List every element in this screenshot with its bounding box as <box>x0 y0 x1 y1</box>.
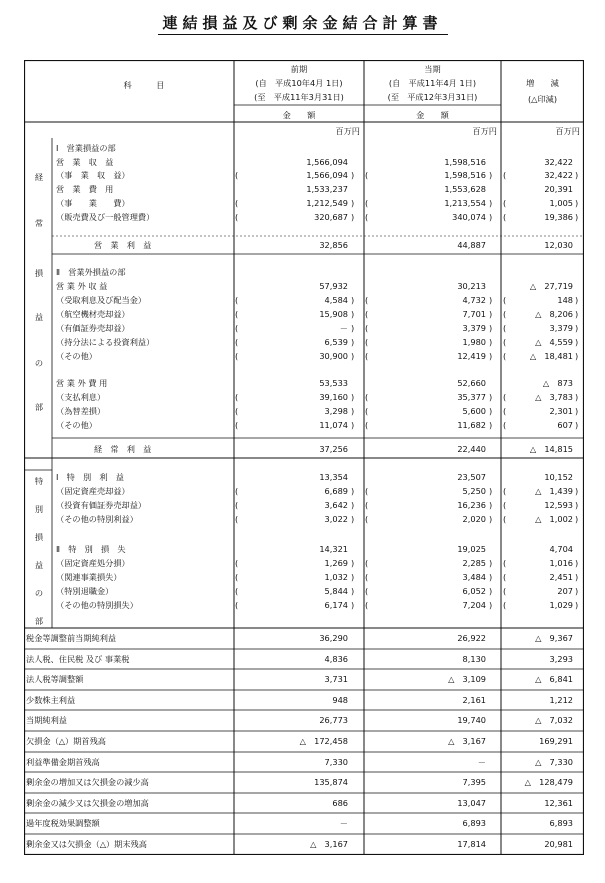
unit-curr: 百万円 <box>472 126 497 136</box>
summary-diff-value: 6,893 <box>549 818 573 828</box>
section-tokubetsu-char: 損 <box>34 532 44 542</box>
header-prev-label: 前期 <box>290 64 308 74</box>
summary-label: 過年度税効果調整額 <box>26 818 100 828</box>
row-curr-value: 19,025 <box>457 544 486 554</box>
row-prev-value: 37,256 <box>319 444 348 454</box>
paren-open: ( <box>503 500 507 510</box>
paren-close: ) <box>575 406 579 416</box>
paren-close: ) <box>351 558 355 568</box>
row-curr-value: 1,213,554 <box>444 198 486 208</box>
row-prev-value: 53,533 <box>319 378 348 388</box>
paren-close: ) <box>489 337 493 347</box>
row-label: （持分法による投資利益） <box>56 337 155 347</box>
row-diff-value: 1,029 <box>549 600 573 610</box>
paren-close: ) <box>575 295 579 305</box>
section-keijo-char: 部 <box>34 402 44 412</box>
paren-close: ) <box>351 406 355 416</box>
row-prev-value: 11,074 <box>319 420 348 430</box>
row-curr-value: 30,213 <box>457 281 486 291</box>
paren-close: ) <box>351 572 355 582</box>
row-diff-value: 4,704 <box>549 544 573 554</box>
row-diff-value: 2,301 <box>549 406 573 416</box>
paren-open: ( <box>365 295 369 305</box>
row-label: （その他） <box>56 420 97 430</box>
paren-open: ( <box>365 170 369 180</box>
paren-close: ) <box>351 337 355 347</box>
paren-close: ) <box>575 572 579 582</box>
unit-prev: 百万円 <box>335 126 360 136</box>
paren-open: ( <box>365 572 369 582</box>
row-diff-value: △ 8,206 <box>535 309 573 319</box>
row-diff-value: 32,422 <box>544 157 573 167</box>
paren-close: ) <box>575 337 579 347</box>
summary-prev-value: △ 172,458 <box>299 736 348 746</box>
paren-close: ) <box>489 500 493 510</box>
paren-close: ) <box>351 295 355 305</box>
paren-open: ( <box>503 558 507 568</box>
summary-diff-value: △ 7,032 <box>535 715 573 725</box>
row-prev-value: 6,539 <box>324 337 348 347</box>
summary-label: 税金等調整前当期純利益 <box>26 633 117 643</box>
row-prev-value: － <box>339 323 348 333</box>
header-diff-label: 増 減 <box>526 78 559 88</box>
summary-curr-value: 19,740 <box>457 715 486 725</box>
row-label: （関連事業損失） <box>56 572 122 582</box>
row-prev-value: 15,908 <box>319 309 348 319</box>
row-curr-value: 22,440 <box>457 444 486 454</box>
paren-open: ( <box>503 337 507 347</box>
header-curr-amount: 金 額 <box>416 110 449 120</box>
paren-open: ( <box>365 198 369 208</box>
section-keijo-char: 常 <box>34 218 44 228</box>
row-label: 営 業 利 益 <box>94 240 152 250</box>
paren-open: ( <box>503 514 507 524</box>
row-prev-value: 30,900 <box>319 351 348 361</box>
summary-curr-value: 26,922 <box>457 633 486 643</box>
paren-open: ( <box>365 309 369 319</box>
row-diff-value: 607 <box>557 420 573 430</box>
unit-diff: 百万円 <box>555 126 580 136</box>
row-label: 営 業 外 収 益 <box>56 281 108 291</box>
paren-open: ( <box>503 586 507 596</box>
paren-close: ) <box>575 558 579 568</box>
paren-close: ) <box>489 392 493 402</box>
summary-diff-value: 169,291 <box>539 736 573 746</box>
section-tokubetsu-char: の <box>34 588 44 598</box>
row-diff-value: 148 <box>557 295 573 305</box>
paren-close: ) <box>489 406 493 416</box>
row-prev-value: 13,354 <box>319 472 348 482</box>
paren-close: ) <box>489 295 493 305</box>
paren-close: ) <box>575 212 579 222</box>
row-label: （有価証券売却益） <box>56 323 130 333</box>
paren-close: ) <box>489 212 493 222</box>
summary-curr-value: 13,047 <box>457 798 486 808</box>
row-label: （事 業 収 益） <box>56 170 130 180</box>
summary-prev-value: 36,290 <box>319 633 348 643</box>
paren-close: ) <box>489 323 493 333</box>
row-curr-value: 44,887 <box>457 240 486 250</box>
row-diff-value: △ 18,481 <box>529 351 573 361</box>
paren-close: ) <box>489 198 493 208</box>
row-curr-value: 340,074 <box>452 212 486 222</box>
paren-open: ( <box>235 351 239 361</box>
summary-prev-value: － <box>339 818 348 828</box>
row-label: （事 業 費） <box>56 198 130 208</box>
paren-close: ) <box>489 351 493 361</box>
row-diff-value: 32,422 <box>544 170 573 180</box>
header-curr-from: (自 平成11年4月 1日) <box>388 78 477 88</box>
paren-open: ( <box>503 323 507 333</box>
section-keijo-char: 益 <box>34 312 44 322</box>
row-curr-value: 1,598,516 <box>444 157 486 167</box>
row-prev-value: 4,584 <box>324 295 348 305</box>
paren-open: ( <box>503 392 507 402</box>
summary-curr-value: 8,130 <box>462 654 486 664</box>
row-label: Ⅱ 特 別 損 失 <box>56 544 126 554</box>
paren-close: ) <box>489 486 493 496</box>
paren-open: ( <box>235 486 239 496</box>
paren-open: ( <box>503 486 507 496</box>
paren-open: ( <box>235 600 239 610</box>
paren-close: ) <box>489 558 493 568</box>
summary-diff-value: 20,981 <box>544 839 573 849</box>
paren-open: ( <box>235 558 239 568</box>
paren-open: ( <box>365 406 369 416</box>
paren-open: ( <box>503 406 507 416</box>
summary-prev-value: 3,731 <box>324 674 348 684</box>
summary-label: 法人税、住民税 及び 事業税 <box>26 654 130 664</box>
summary-label: 利益準備金期首残高 <box>26 757 100 767</box>
paren-open: ( <box>235 198 239 208</box>
summary-prev-value: △ 3,167 <box>310 839 348 849</box>
row-prev-value: 3,642 <box>324 500 348 510</box>
paren-close: ) <box>575 514 579 524</box>
row-prev-value: 320,687 <box>314 212 348 222</box>
row-curr-value: 1,598,516 <box>444 170 486 180</box>
header-curr-label: 当期 <box>424 64 441 74</box>
row-curr-value: 7,701 <box>462 309 486 319</box>
header-prev-to: (至 平成11年3月31日) <box>254 92 344 102</box>
summary-curr-value: 7,395 <box>462 777 486 787</box>
paren-close: ) <box>489 170 493 180</box>
paren-close: ) <box>351 392 355 402</box>
summary-label: 欠損金（△）期首残高 <box>26 736 106 746</box>
paren-open: ( <box>235 572 239 582</box>
row-diff-value: 12,593 <box>544 500 573 510</box>
row-diff-value: △ 3,783 <box>535 392 573 402</box>
paren-open: ( <box>365 514 369 524</box>
summary-label: 少数株主利益 <box>26 695 76 705</box>
row-curr-value: 7,204 <box>462 600 486 610</box>
paren-close: ) <box>351 586 355 596</box>
summary-diff-value: △ 128,479 <box>524 777 573 787</box>
paren-close: ) <box>575 323 579 333</box>
row-prev-value: 5,844 <box>324 586 348 596</box>
paren-open: ( <box>235 337 239 347</box>
paren-open: ( <box>235 420 239 430</box>
paren-close: ) <box>489 514 493 524</box>
document-title: 連結損益及び剰余金結合計算書 <box>162 14 443 32</box>
summary-label: 剰余金の減少又は欠損金の増加高 <box>26 798 149 808</box>
paren-open: ( <box>503 351 507 361</box>
paren-open: ( <box>365 420 369 430</box>
paren-open: ( <box>503 212 507 222</box>
row-label: （その他の特別利益） <box>56 514 138 524</box>
row-label: （固定資産売却益） <box>56 486 130 496</box>
paren-open: ( <box>365 337 369 347</box>
section-keijo-char: 損 <box>34 268 44 278</box>
row-prev-value: 1,269 <box>324 558 348 568</box>
paren-close: ) <box>351 170 355 180</box>
summary-prev-value: 135,874 <box>314 777 348 787</box>
paren-close: ) <box>575 198 579 208</box>
paren-close: ) <box>489 309 493 319</box>
row-diff-value: 2,451 <box>549 572 573 582</box>
row-label: Ⅰ 特 別 利 益 <box>56 472 124 482</box>
summary-prev-value: 7,330 <box>324 757 348 767</box>
row-prev-value: 3,298 <box>324 406 348 416</box>
paren-close: ) <box>489 572 493 582</box>
paren-close: ) <box>575 351 579 361</box>
row-prev-value: 1,566,094 <box>306 157 348 167</box>
paren-open: ( <box>503 572 507 582</box>
summary-diff-value: △ 9,367 <box>535 633 573 643</box>
paren-close: ) <box>575 600 579 610</box>
row-diff-value: △ 4,559 <box>535 337 573 347</box>
paren-open: ( <box>235 309 239 319</box>
summary-diff-value: 3,293 <box>549 654 573 664</box>
row-label: Ⅰ 営業損益の部 <box>56 143 116 153</box>
paren-open: ( <box>503 295 507 305</box>
paren-open: ( <box>365 212 369 222</box>
row-curr-value: 1,553,628 <box>444 184 486 194</box>
row-diff-value: 20,391 <box>544 184 573 194</box>
summary-prev-value: 948 <box>332 695 348 705</box>
row-curr-value: 5,600 <box>462 406 486 416</box>
summary-curr-value: 2,161 <box>462 695 486 705</box>
header-curr-to: (至 平成12年3月31日) <box>387 92 478 102</box>
paren-close: ) <box>575 486 579 496</box>
summary-prev-value: 686 <box>332 798 348 808</box>
summary-diff-value: 12,361 <box>544 798 573 808</box>
paren-open: ( <box>235 514 239 524</box>
paren-close: ) <box>351 500 355 510</box>
row-diff-value: 207 <box>557 586 573 596</box>
row-curr-value: 2,020 <box>462 514 486 524</box>
paren-open: ( <box>365 500 369 510</box>
paren-close: ) <box>575 420 579 430</box>
row-diff-value: 1,016 <box>549 558 573 568</box>
paren-open: ( <box>235 212 239 222</box>
row-curr-value: 6,052 <box>462 586 486 596</box>
row-label: （固定資産処分損） <box>56 558 130 568</box>
row-curr-value: 16,236 <box>457 500 486 510</box>
row-diff-value: 3,379 <box>549 323 573 333</box>
summary-curr-value: △ 3,167 <box>448 736 486 746</box>
row-curr-value: 12,419 <box>457 351 486 361</box>
row-label: 営 業 費 用 <box>56 184 114 194</box>
paren-close: ) <box>351 600 355 610</box>
title-underline <box>158 34 448 35</box>
summary-diff-value: △ 7,330 <box>535 757 573 767</box>
paren-close: ) <box>575 392 579 402</box>
section-keijo-char: 経 <box>34 172 44 182</box>
row-label: （支払利息） <box>56 392 106 402</box>
row-prev-value: 1,566,094 <box>306 170 348 180</box>
row-curr-value: 35,377 <box>457 392 486 402</box>
row-diff-value: △ 27,719 <box>529 281 573 291</box>
paren-open: ( <box>365 558 369 568</box>
row-diff-value: 1,005 <box>549 198 573 208</box>
paren-open: ( <box>235 170 239 180</box>
paren-close: ) <box>575 309 579 319</box>
paren-open: ( <box>365 486 369 496</box>
summary-prev-value: 4,836 <box>324 654 348 664</box>
row-diff-value: 19,386 <box>544 212 573 222</box>
row-prev-value: 57,932 <box>319 281 348 291</box>
summary-diff-value: 1,212 <box>549 695 573 705</box>
paren-open: ( <box>503 600 507 610</box>
row-label: 営 業 外 費 用 <box>56 378 108 388</box>
summary-label: 剰余金又は欠損金（△）期末残高 <box>26 839 147 849</box>
row-prev-value: 3,022 <box>324 514 348 524</box>
row-label: （為替差損） <box>56 406 106 416</box>
income-statement-table <box>24 60 584 855</box>
row-prev-value: 6,174 <box>324 600 348 610</box>
row-curr-value: 4,732 <box>462 295 486 305</box>
row-curr-value: 11,682 <box>457 420 486 430</box>
summary-curr-value: △ 3,109 <box>448 674 486 684</box>
row-label: （投資有価証券売却益） <box>56 500 147 510</box>
paren-open: ( <box>235 323 239 333</box>
header-subject: 科 目 <box>123 80 165 90</box>
paren-close: ) <box>575 170 579 180</box>
paren-open: ( <box>235 392 239 402</box>
paren-close: ) <box>575 586 579 596</box>
row-prev-value: 14,321 <box>319 544 348 554</box>
row-label: 経 常 利 益 <box>94 444 152 454</box>
header-prev-amount: 金 額 <box>282 110 316 120</box>
row-diff-value: △ 1,002 <box>535 514 573 524</box>
row-curr-value: 2,285 <box>462 558 486 568</box>
summary-label: 法人税等調整額 <box>26 674 84 684</box>
row-curr-value: 3,379 <box>462 323 486 333</box>
paren-open: ( <box>365 392 369 402</box>
row-curr-value: 5,250 <box>462 486 486 496</box>
paren-open: ( <box>235 586 239 596</box>
row-label: 営 業 収 益 <box>56 157 114 167</box>
section-tokubetsu-char: 益 <box>34 560 44 570</box>
summary-label: 剰余金の増加又は欠損金の減少高 <box>26 777 149 787</box>
section-keijo-char: の <box>34 358 44 368</box>
paren-close: ) <box>489 600 493 610</box>
paren-close: ) <box>575 500 579 510</box>
paren-open: ( <box>503 420 507 430</box>
row-diff-value: △ 873 <box>542 378 573 388</box>
paren-close: ) <box>351 323 355 333</box>
header-prev-from: (自 平成10年4月 1日) <box>255 78 343 88</box>
row-prev-value: 1,032 <box>324 572 348 582</box>
row-prev-value: 32,856 <box>319 240 348 250</box>
section-tokubetsu-char: 部 <box>34 616 44 626</box>
paren-close: ) <box>351 514 355 524</box>
row-diff-value: 10,152 <box>544 472 573 482</box>
row-label: （その他の特別損失） <box>56 600 138 610</box>
paren-open: ( <box>235 295 239 305</box>
row-label: （その他） <box>56 351 97 361</box>
row-diff-value: △ 14,815 <box>529 444 573 454</box>
row-curr-value: 52,660 <box>457 378 486 388</box>
header-diff-sub: (△印減) <box>527 94 558 104</box>
paren-open: ( <box>503 170 507 180</box>
paren-open: ( <box>365 351 369 361</box>
paren-open: ( <box>503 198 507 208</box>
summary-curr-value: － <box>477 757 486 767</box>
section-tokubetsu-char: 特 <box>34 476 44 486</box>
paren-open: ( <box>235 500 239 510</box>
summary-curr-value: 6,893 <box>462 818 486 828</box>
row-label: （販売費及び一般管理費） <box>56 212 155 222</box>
paren-close: ) <box>351 212 355 222</box>
row-curr-value: 3,484 <box>462 572 486 582</box>
paren-close: ) <box>489 420 493 430</box>
paren-close: ) <box>351 420 355 430</box>
row-label: （受取利息及び配当金） <box>56 295 147 305</box>
paren-open: ( <box>365 586 369 596</box>
row-diff-value: △ 1,439 <box>535 486 573 496</box>
paren-close: ) <box>489 586 493 596</box>
paren-open: ( <box>365 600 369 610</box>
row-label: （航空機材売却益） <box>56 309 130 319</box>
row-prev-value: 6,689 <box>324 486 348 496</box>
row-curr-value: 1,980 <box>462 337 486 347</box>
paren-close: ) <box>351 198 355 208</box>
paren-close: ) <box>351 486 355 496</box>
row-prev-value: 39,160 <box>319 392 348 402</box>
section-tokubetsu-char: 別 <box>34 504 44 514</box>
paren-open: ( <box>235 406 239 416</box>
summary-prev-value: 26,773 <box>319 715 348 725</box>
row-prev-value: 1,212,549 <box>306 198 348 208</box>
row-label: （特別退職金） <box>56 586 114 596</box>
row-prev-value: 1,533,237 <box>306 184 348 194</box>
row-label: Ⅱ 営業外損益の部 <box>56 267 126 277</box>
summary-diff-value: △ 6,841 <box>535 674 573 684</box>
row-diff-value: 12,030 <box>544 240 573 250</box>
paren-close: ) <box>351 351 355 361</box>
paren-open: ( <box>365 323 369 333</box>
paren-open: ( <box>503 309 507 319</box>
summary-label: 当期純利益 <box>26 715 67 725</box>
row-curr-value: 23,507 <box>457 472 486 482</box>
summary-curr-value: 17,814 <box>457 839 486 849</box>
paren-close: ) <box>351 309 355 319</box>
